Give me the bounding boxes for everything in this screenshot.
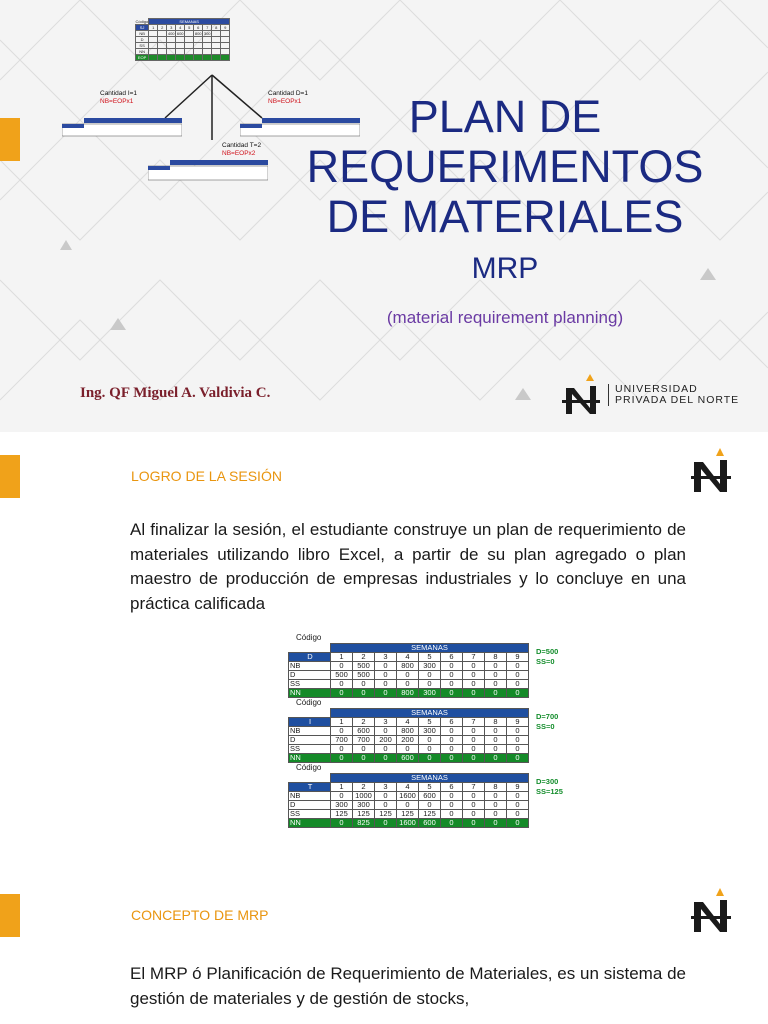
accent-bar — [0, 118, 20, 161]
table-cell: 0 — [463, 689, 485, 698]
week-cell: 4 — [397, 653, 419, 662]
table-cell: 0 — [507, 662, 529, 671]
table-cell: 500 — [353, 671, 375, 680]
codigo-label: Código — [296, 698, 322, 707]
tree-right-quantity: Cantidad D=1 — [268, 90, 308, 97]
table-cell: 0 — [375, 792, 397, 801]
table-cell: 1600 — [397, 792, 419, 801]
table-cell: 0 — [485, 727, 507, 736]
parameter: SS=125 — [536, 787, 563, 796]
table-cell: 0 — [419, 801, 441, 810]
table-cell: 0 — [441, 819, 463, 828]
table-cell: 600 — [419, 792, 441, 801]
table-cell: 700 — [331, 736, 353, 745]
tree-bottom-quantity: Cantidad T=2 — [222, 142, 262, 149]
table-cell: 125 — [375, 810, 397, 819]
cell: 600 — [176, 31, 184, 36]
concepto-slide — [0, 862, 768, 1024]
table-cell: 0 — [331, 680, 353, 689]
week-cell: 8 — [485, 783, 507, 792]
item-code: D — [289, 653, 331, 662]
week-cell: 8 — [485, 653, 507, 662]
row-label: NN — [289, 754, 331, 763]
row-label: D — [136, 37, 149, 43]
week-cell: 7 — [203, 25, 212, 31]
table-cell: 0 — [331, 745, 353, 754]
week-cell: 4 — [397, 783, 419, 792]
table-cell: 0 — [441, 671, 463, 680]
table-cell: 0 — [419, 671, 441, 680]
week-cell: 2 — [353, 783, 375, 792]
subtitle: MRP — [471, 252, 539, 285]
row-label: SS — [289, 745, 331, 754]
parameters-note — [536, 777, 563, 797]
row-label: NB — [136, 31, 149, 37]
row-label: NB — [289, 727, 331, 736]
parameters-note — [536, 647, 558, 667]
table-cell: 0 — [441, 792, 463, 801]
upn-logo-icon — [690, 446, 732, 496]
table-cell: 200 — [375, 736, 397, 745]
table-cell: 0 — [441, 736, 463, 745]
week-cell: 6 — [194, 25, 203, 31]
table-row — [289, 819, 529, 828]
week-cell: 2 — [158, 25, 167, 31]
table-cell: 0 — [507, 819, 529, 828]
table-cell: 0 — [397, 671, 419, 680]
table-cell: 300 — [353, 801, 375, 810]
title-slide — [0, 0, 768, 432]
table-cell: 0 — [507, 754, 529, 763]
table-cell: 600 — [419, 819, 441, 828]
table-cell: 0 — [507, 689, 529, 698]
week-cell: 9 — [507, 653, 529, 662]
table-cell: 0 — [441, 810, 463, 819]
title-line: DE MATERIALES — [326, 191, 684, 242]
table-cell: 0 — [485, 736, 507, 745]
table-cell: 0 — [441, 662, 463, 671]
week-cell: 4 — [397, 718, 419, 727]
table-cell: 0 — [353, 754, 375, 763]
table-cell: 600 — [353, 727, 375, 736]
table-cell: 0 — [485, 792, 507, 801]
main-title — [290, 92, 720, 242]
week-cell: 6 — [441, 783, 463, 792]
table-cell: 0 — [441, 727, 463, 736]
tree-right-formula: NB=EOPx1 — [268, 98, 302, 105]
codigo-label: Código — [296, 633, 322, 642]
table-cell: 0 — [485, 819, 507, 828]
table-cell: 0 — [441, 680, 463, 689]
concepto-paragraph: El MRP ó Planificación de Requerimiento de Materiales, es un sistema de gestión de materiales y de gestión de stocks, — [130, 964, 686, 1008]
table-cell: 300 — [419, 689, 441, 698]
cell: 400 — [167, 31, 175, 36]
table-cell: 0 — [463, 754, 485, 763]
table-cell: 0 — [463, 801, 485, 810]
table-cell: 0 — [485, 745, 507, 754]
table-cell: 0 — [485, 801, 507, 810]
mrp-table-t — [288, 763, 563, 828]
week-cell: 1 — [331, 653, 353, 662]
row-label: NN — [289, 689, 331, 698]
parameter: D=500 — [536, 647, 559, 656]
table-cell: 0 — [375, 801, 397, 810]
table-cell: 0 — [331, 792, 353, 801]
top-item-table — [135, 18, 230, 61]
week-cell: 5 — [419, 653, 441, 662]
table-cell: 0 — [375, 819, 397, 828]
university-logo — [560, 372, 739, 418]
table-cell: 0 — [441, 689, 463, 698]
table-cell: 0 — [375, 662, 397, 671]
table-cell: 0 — [353, 689, 375, 698]
accent-bar — [0, 894, 20, 937]
table-cell: 0 — [331, 754, 353, 763]
table-cell: 125 — [353, 810, 375, 819]
tree-bottom-label — [222, 142, 261, 158]
table-cell: 1600 — [397, 819, 419, 828]
table-cell: 0 — [397, 680, 419, 689]
week-cell: 9 — [507, 783, 529, 792]
mrp-grid — [288, 643, 529, 698]
table-cell: 0 — [463, 662, 485, 671]
row-label: D — [289, 671, 331, 680]
week-cell: 3 — [375, 783, 397, 792]
tree-bottom-formula: NB=EOPx2 — [222, 150, 256, 157]
table-cell: 0 — [353, 680, 375, 689]
week-cell: 5 — [185, 25, 194, 31]
semanas-header: SEMANAS — [149, 19, 230, 25]
table-cell: 0 — [463, 819, 485, 828]
parameters-note — [536, 712, 558, 732]
table-cell: 300 — [331, 801, 353, 810]
bottom-child-table — [148, 160, 268, 182]
item-code: T — [289, 783, 331, 792]
table-cell: 0 — [331, 689, 353, 698]
week-cell: 9 — [507, 718, 529, 727]
table-cell: 125 — [419, 810, 441, 819]
author-name: Ing. QF Miguel A. Valdivia C. — [80, 385, 271, 401]
cell: 800 — [194, 31, 202, 36]
mrp-grid — [288, 773, 529, 828]
table-cell: 800 — [397, 689, 419, 698]
week-cell: 3 — [167, 25, 176, 31]
week-cell: 6 — [441, 653, 463, 662]
semanas-header: SEMANAS — [331, 774, 529, 783]
row-label: D — [289, 801, 331, 810]
row-label: NB — [289, 662, 331, 671]
table-cell: 0 — [463, 671, 485, 680]
logo-line: UNIVERSIDAD — [615, 383, 698, 395]
table-row — [289, 689, 529, 698]
row-label: NN — [289, 819, 331, 828]
upn-logo-icon — [690, 886, 732, 936]
table-cell: 0 — [507, 727, 529, 736]
table-row — [289, 754, 529, 763]
week-cell: 7 — [463, 718, 485, 727]
table-cell: 0 — [485, 680, 507, 689]
week-cell: 4 — [176, 25, 185, 31]
title-line: PLAN DE — [408, 91, 602, 142]
bom-tree-lines — [150, 70, 300, 150]
mrp-grid — [288, 708, 529, 763]
table-cell: 0 — [441, 801, 463, 810]
codigo-label: Código — [135, 18, 149, 24]
codigo-label: Código — [296, 763, 322, 772]
table-cell: 0 — [375, 727, 397, 736]
table-cell: 0 — [375, 671, 397, 680]
week-cell: 5 — [419, 783, 441, 792]
table-cell: 0 — [441, 745, 463, 754]
logro-paragraph: Al finalizar la sesión, el estudiante construye un plan de requerimiento de materiales utilizando libro Excel, a partir de su plan agregado o plan maestro de producción de empresas industriales y lo concluye en una práctica calificada — [130, 520, 686, 613]
table-cell: 0 — [507, 745, 529, 754]
table-cell: 0 — [463, 792, 485, 801]
table-cell: 1000 — [353, 792, 375, 801]
table-cell: 0 — [331, 819, 353, 828]
table-cell: 0 — [419, 680, 441, 689]
item-code: SJ — [136, 25, 149, 31]
mrp-table-i — [288, 698, 559, 763]
table-cell: 0 — [397, 745, 419, 754]
left-child-table — [62, 118, 182, 138]
week-cell: 1 — [331, 718, 353, 727]
week-cell: 8 — [485, 718, 507, 727]
tree-left-label — [100, 90, 137, 106]
table-cell: 800 — [397, 727, 419, 736]
logo-line: PRIVADA DEL NORTE — [615, 394, 740, 406]
week-cell: 9 — [221, 25, 230, 31]
table-cell: 0 — [331, 662, 353, 671]
table-cell: 0 — [507, 792, 529, 801]
title-line: REQUERIMENTOS — [306, 141, 704, 192]
table-cell: 0 — [507, 810, 529, 819]
table-cell: 0 — [507, 680, 529, 689]
table-cell: 800 — [397, 662, 419, 671]
table-cell: 0 — [463, 810, 485, 819]
table-cell: 0 — [485, 671, 507, 680]
tree-left-formula: NB=EOPx1 — [100, 98, 134, 105]
table-cell: 300 — [419, 662, 441, 671]
row-label: SS — [289, 810, 331, 819]
parameter: D=700 — [536, 712, 559, 721]
table-cell: 0 — [463, 745, 485, 754]
mrp-table-d — [288, 633, 559, 698]
row-label: NN — [136, 49, 149, 55]
week-cell: 8 — [212, 25, 221, 31]
accent-bar — [0, 455, 20, 498]
table-cell: 0 — [441, 754, 463, 763]
table-cell: 200 — [397, 736, 419, 745]
table-cell: 0 — [375, 680, 397, 689]
week-cell: 1 — [331, 783, 353, 792]
table-cell: 0 — [507, 736, 529, 745]
parameter: D=300 — [536, 777, 559, 786]
table-cell: 500 — [331, 671, 353, 680]
week-cell: 5 — [419, 718, 441, 727]
table-cell: 600 — [397, 754, 419, 763]
week-cell: 3 — [375, 653, 397, 662]
row-label: EOP — [136, 55, 149, 61]
table-cell: 0 — [375, 754, 397, 763]
logo-wordmark — [608, 384, 739, 406]
semanas-header: SEMANAS — [331, 644, 529, 653]
table-cell: 0 — [419, 745, 441, 754]
parameter: SS=0 — [536, 657, 555, 666]
table-cell: 300 — [419, 727, 441, 736]
english-subtitle: (material requirement planning) — [386, 308, 624, 327]
row-label: D — [289, 736, 331, 745]
row-label: NB — [289, 792, 331, 801]
week-cell: 7 — [463, 783, 485, 792]
semanas-header: SEMANAS — [331, 709, 529, 718]
table-cell: 500 — [353, 662, 375, 671]
week-cell: 2 — [353, 718, 375, 727]
table-cell: 0 — [331, 727, 353, 736]
tree-left-quantity: Cantidad I=1 — [100, 90, 138, 97]
table-cell: 0 — [463, 680, 485, 689]
table-cell: 125 — [397, 810, 419, 819]
table-cell: 825 — [353, 819, 375, 828]
table-cell: 0 — [375, 689, 397, 698]
parameter: SS=0 — [536, 722, 555, 731]
table-cell: 0 — [353, 745, 375, 754]
upn-logo-icon — [560, 372, 602, 418]
table-cell: 700 — [353, 736, 375, 745]
table-cell: 125 — [331, 810, 353, 819]
table-cell: 0 — [507, 801, 529, 810]
week-cell: 3 — [375, 718, 397, 727]
table-cell: 0 — [485, 754, 507, 763]
table-cell: 0 — [485, 689, 507, 698]
week-cell: 6 — [441, 718, 463, 727]
week-cell: 2 — [353, 653, 375, 662]
table-cell: 0 — [463, 727, 485, 736]
table-cell: 0 — [485, 810, 507, 819]
logro-slide — [0, 432, 768, 862]
table-cell: 0 — [463, 736, 485, 745]
table-cell: 0 — [397, 801, 419, 810]
table-cell: 0 — [375, 745, 397, 754]
week-cell: 7 — [463, 653, 485, 662]
section-heading: CONCEPTO DE MRP — [131, 907, 269, 923]
section-heading: LOGRO DE LA SESIÓN — [131, 468, 282, 484]
row-label: SS — [136, 43, 149, 49]
table-cell: 0 — [419, 736, 441, 745]
cell: 300 — [203, 31, 211, 36]
table-cell: 0 — [419, 754, 441, 763]
week-cell: 1 — [149, 25, 158, 31]
item-code: I — [289, 718, 331, 727]
row-label: SS — [289, 680, 331, 689]
table-cell: 0 — [485, 662, 507, 671]
table-cell: 0 — [507, 671, 529, 680]
